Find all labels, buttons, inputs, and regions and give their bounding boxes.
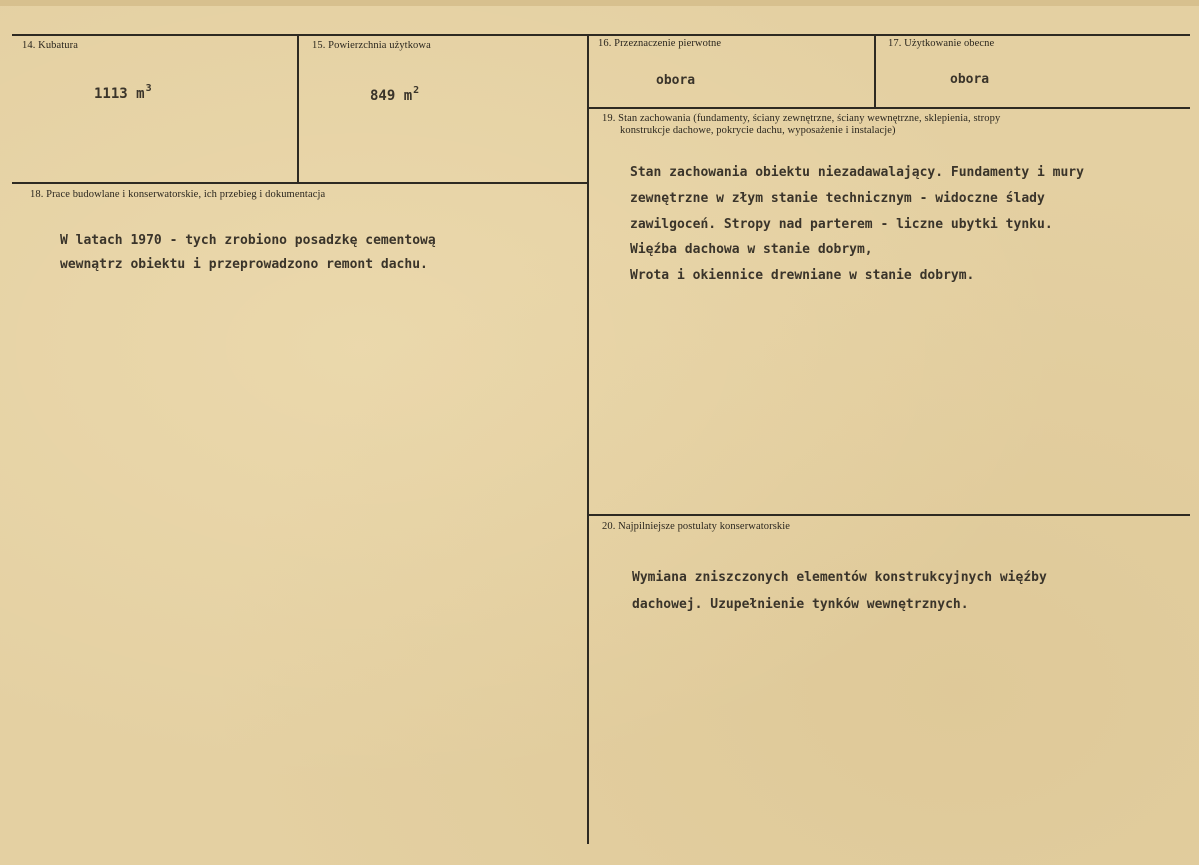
- stan-label-line1: 19. Stan zachowania (fundamenty, ściany zewnętrzne, ściany wewnętrzne, sklepienia, stropy: [602, 113, 1001, 124]
- przeznaczenie-label: 16. Przeznaczenie pierwotne: [598, 38, 722, 49]
- stan-line: Stan zachowania obiektu niezadawalający. Fundamenty i mury: [630, 165, 1084, 180]
- rule-v-left-right: [587, 34, 589, 844]
- prace-line: wewnątrz obiektu i przeprowadzono remont dachu.: [60, 257, 428, 272]
- postulaty-label: 20. Najpilniejsze postulaty konserwatorskie: [602, 521, 791, 532]
- rule-v-14-15: [297, 34, 299, 182]
- postulaty-line: dachowej. Uzupełnienie tynków wewnętrznych.: [632, 597, 969, 612]
- prace-label: 18. Prace budowlane i konserwatorskie, ich przebieg i dokumentacja: [30, 189, 326, 200]
- uzytkowanie-label: 17. Użytkowanie obecne: [888, 38, 995, 49]
- rule-h-14-18: [12, 182, 588, 184]
- rule-h-16-19: [589, 107, 1190, 109]
- stan-line: Więźba dachowa w stanie dobrym,: [630, 242, 873, 257]
- stan-line: zawilgoceń. Stropy nad parterem - liczne ubytki tynku.: [630, 217, 1053, 232]
- uzytkowanie-value: obora: [950, 72, 990, 87]
- kubatura-label: 14. Kubatura: [22, 40, 79, 51]
- rule-v-16-17: [874, 34, 876, 108]
- kubatura-value: 1113 $m^3$: [94, 83, 152, 102]
- stan-label-line2: konstrukcje dachowe, pokrycie dachu, wyposażenie i instalacje): [620, 125, 896, 136]
- stan-line: Wrota i okiennice drewniane w stanie dobrym.: [630, 268, 975, 283]
- przeznaczenie-value: obora: [656, 73, 696, 88]
- rule-h-19-20: [589, 514, 1190, 516]
- powierzchnia-value: 849 $m^2$: [370, 85, 420, 104]
- top-edge: [0, 0, 1199, 6]
- powierzchnia-label: 15. Powierzchnia użytkowa: [312, 40, 431, 51]
- stan-line: zewnętrzne w złym stanie technicznym - widoczne ślady: [630, 191, 1045, 206]
- top-rule: [12, 34, 1190, 36]
- prace-line: W latach 1970 - tych zrobiono posadzkę cementową: [60, 233, 436, 248]
- postulaty-line: Wymiana zniszczonych elementów konstrukcyjnych więźby: [632, 570, 1047, 585]
